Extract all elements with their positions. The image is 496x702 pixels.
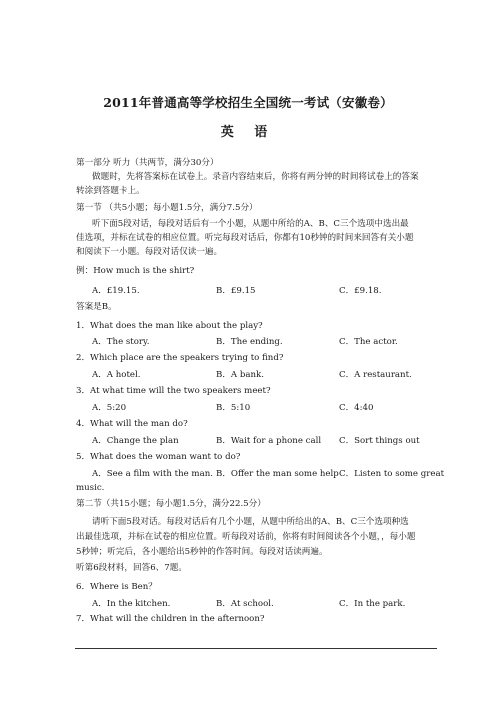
- part1-intro-line: 做题时，先将答案标在试卷上。录音内容结束后，你将有两分钟的时间将试卷上的答案: [92, 172, 419, 182]
- section2-heading: 第二节（共15小题；每小题1.5分，满分22.5分）: [76, 499, 266, 509]
- question-2: 2．Which place are the speakers trying to find?: [76, 353, 284, 363]
- question-5: 5．What does the woman want to do?: [76, 452, 241, 462]
- example-option-a: A．£19.15.: [92, 286, 140, 296]
- q3-option-b: B．5:10: [216, 403, 251, 413]
- q6-option-b: B．At school.: [216, 599, 274, 609]
- q3-option-a: A．5:20: [92, 403, 127, 413]
- part1-heading: 第一部分 听力（共两节，满分30分）: [76, 158, 219, 168]
- question-1: 1．What does the man like about the play?: [76, 321, 263, 331]
- section1-instruction-line: 和阅读下一小题。每段对话仅读一遍。: [76, 247, 223, 257]
- section2-instruction-line: 请听下面5段对话。每段对话后有几个小题，从题中所给出的A、B、C三个选项种选: [92, 517, 409, 527]
- part1-intro-line: 转涂到答题卡上。: [76, 186, 145, 196]
- q2-option-c: C．A restaurant.: [339, 370, 412, 380]
- q5-option-b: B．Offer the man some help: [216, 469, 339, 479]
- example-answer: 答案是B。: [76, 302, 117, 312]
- example-question: 例：How much is the shirt?: [76, 266, 195, 276]
- q4-option-b: B．Wait for a phone call: [216, 436, 322, 446]
- q1-option-a: A．The story.: [92, 337, 150, 347]
- question-7: 7．What will the children in the afternoon?: [76, 614, 265, 624]
- q2-option-b: B．A bank.: [216, 370, 264, 380]
- question-6: 6．Where is Ben？: [76, 582, 157, 592]
- q4-option-c: C．Sort things out: [339, 436, 420, 446]
- section2-instruction-line: 5秒钟；听完后，各小题给出5秒钟的作答时间。每段对话读两遍。: [76, 547, 328, 557]
- q5-option-c: C．Listen to some great: [339, 469, 445, 479]
- q1-option-c: C．The actor.: [339, 337, 398, 347]
- example-option-c: C．£9.18.: [339, 286, 382, 296]
- q6-option-c: C．In the park.: [339, 599, 406, 609]
- section1-heading: 第一节 （共5小题；每小题1.5分，满分7.5分）: [76, 203, 258, 213]
- q6-option-a: A．In the kitchen.: [92, 599, 171, 609]
- question-3: 3．At what time will the two speakers meet?: [76, 386, 271, 396]
- q5-option-c-continued: music.: [76, 483, 105, 493]
- section2-instruction-line: 出最佳选项，并标在试卷的相应位置。听每段对话前，你将有时间阅读各个小题，，每小题: [76, 532, 416, 542]
- section1-instruction-line: 听下面5段对话，每段对话后有一个小题，从题中所给的A、B、C三个选项中选出最: [92, 219, 409, 229]
- question-4: 4．What will the man do?: [76, 419, 188, 429]
- example-option-b: B．£9.15: [216, 286, 256, 296]
- material-note: 听第6段材料，回答6、7题。: [76, 563, 187, 573]
- q5-option-a: A．See a film with the man.: [92, 469, 213, 479]
- q2-option-a: A．A hotel.: [92, 370, 141, 380]
- q1-option-b: B．The ending.: [216, 337, 283, 347]
- q4-option-a: A．Change the plan: [92, 436, 179, 446]
- footer-rule: [75, 648, 437, 649]
- section1-instruction-line: 佳选项，并标在试卷的相应位置。听完每段对话后，你都有10秒钟的时间来回答有关小题: [76, 233, 414, 243]
- exam-title: 2011年普通高等学校招生全国统一考试（安徽卷）: [103, 95, 393, 110]
- subject-title: 英 语: [220, 125, 276, 140]
- q3-option-c: C．4:40: [339, 403, 374, 413]
